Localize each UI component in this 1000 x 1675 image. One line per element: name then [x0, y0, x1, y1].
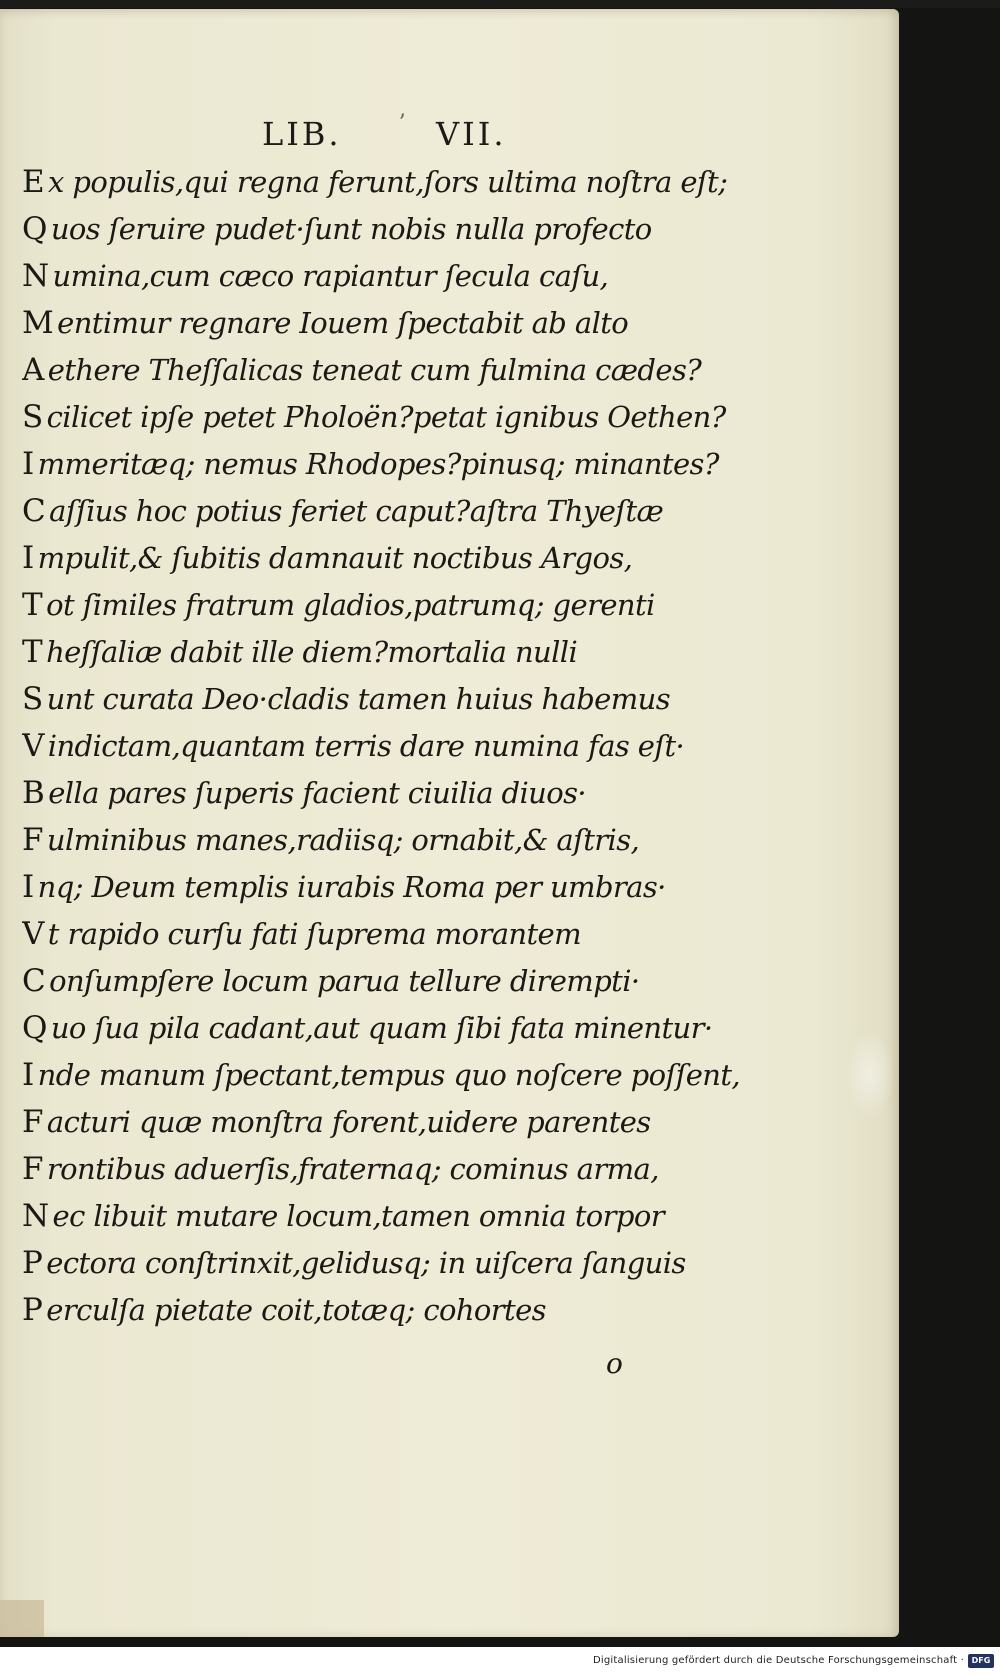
- verse-line: F rontibus aduerſis,fraternaq; cominus arma,: [22, 1151, 659, 1187]
- binding-strip: [0, 1600, 44, 1637]
- verse-line: F ulminibus manes,radiisq; ornabit,& aſtris,: [22, 822, 640, 858]
- running-head-book: LIB.: [262, 115, 342, 153]
- verse-line: B ella pares ſuperis facient ciuilia diuos·: [22, 775, 587, 811]
- verse-line: S cilicet ipſe petet Pholoën?petat ignibus Oethen?: [22, 399, 726, 435]
- verse-line: T heſſaliæ dabit ille diem?mortalia nulli: [22, 634, 578, 670]
- catchword: o: [606, 1347, 623, 1380]
- verse-line: V indictam,quantam terris dare numina fas eſt·: [22, 728, 685, 764]
- verse-line: T ot ſimiles fratrum gladios,patrumq; gerenti: [22, 587, 655, 623]
- verse-line: Q uos ſeruire pudet·ſunt nobis nulla profecto: [22, 211, 652, 247]
- running-head-number: VII.: [436, 115, 507, 153]
- verse-line: I mmeritæq; nemus Rhodopes?pinusq; minantes?: [22, 446, 719, 482]
- verse-line: P ectora conſtrinxit,gelidusq; in uiſcera ſanguis: [22, 1245, 686, 1281]
- verse-list: [22, 159, 742, 1334]
- verse-line: I nde manum ſpectant,tempus quo noſcere poſſent,: [22, 1057, 741, 1093]
- verse-line: S unt curata Deo·cladis tamen huius habemus: [22, 681, 670, 717]
- verse-line: M entimur regnare Iouem ſpectabit ab alto: [22, 305, 629, 341]
- verse-line: P erculſa pietate coit,totæq; cohortes: [22, 1292, 546, 1328]
- funding-credit: Digitalisierung gefördert durch die Deutsche Forschungsgemeinschaft ·: [593, 1655, 964, 1666]
- verse-line: N ec libuit mutare locum,tamen omnia torpor: [22, 1198, 665, 1234]
- verse-line: F acturi quæ monſtra forent,uidere parentes: [22, 1104, 651, 1140]
- verse-line: I nq; Deum templis iurabis Roma per umbras·: [22, 869, 666, 905]
- book-page: [0, 9, 899, 1637]
- verse-line: A ethere Theſſalicas teneat cum fulmina cædes?: [22, 352, 702, 388]
- verse-line: Q uo ſua pila cadant,aut quam ſibi fata minentur·: [22, 1010, 713, 1046]
- verse-line: N umina,cum cæco rapiantur ſecula caſu,: [22, 258, 609, 294]
- verse-line: V t rapido curſu fati ſuprema morantem: [22, 916, 581, 952]
- verse-line: E x populis,qui regna ferunt,ſors ultima noſtra eſt;: [22, 164, 728, 200]
- running-head-mark: ʼ: [398, 111, 408, 136]
- verse-line: I mpulit,& ſubitis damnauit noctibus Argos,: [22, 540, 633, 576]
- running-head: [0, 109, 899, 155]
- paper-stain: [845, 1029, 895, 1119]
- verse-line: C onſumpſere locum parua tellure dirempti·: [22, 963, 640, 999]
- dfg-logo-icon: DFG: [968, 1654, 994, 1668]
- scan-top-edge: [0, 0, 1000, 8]
- verse-line: C aſſius hoc potius feriet caput?aſtra Thyeſtæ: [22, 493, 664, 529]
